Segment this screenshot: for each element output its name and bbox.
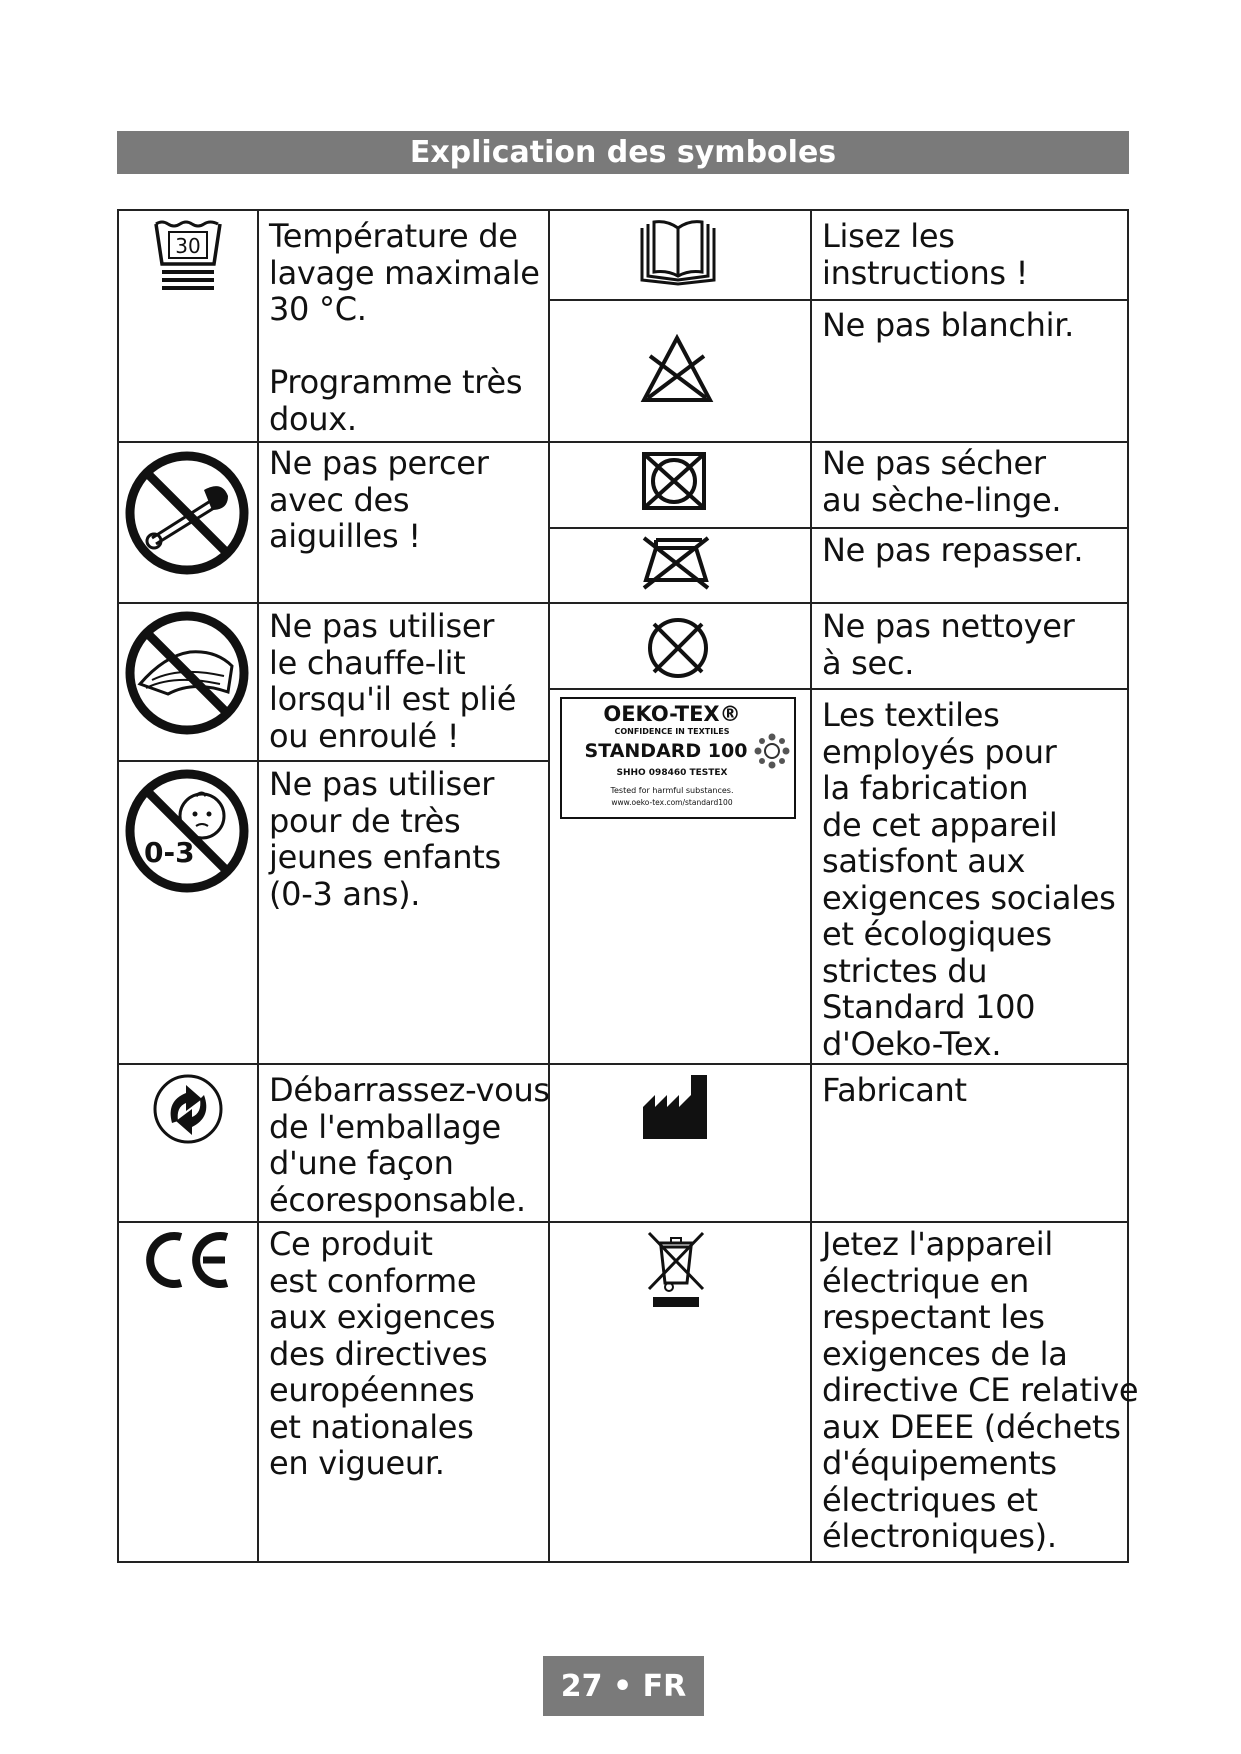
ce-text: Ce produit est conforme aux exigences des directives européennes et nationales en vigueur. [269,1225,496,1482]
child-age-label: 0-3 [144,836,195,869]
grid-line [117,1221,1129,1223]
iron-text: Ne pas repasser. [822,531,1084,569]
grid-line [549,688,1129,690]
grid-line [117,602,1129,604]
wash-temp-label: 30 [175,234,201,258]
grid-line [117,760,549,762]
weee-bin-icon [645,1229,707,1311]
wash-30-icon [152,218,224,290]
grid-line [549,527,1129,529]
oeko-text: Les textiles employés pour la fabrication de cet appareil satisfont aux exigences sociales et écologiques strictes du Standard 100 d'Oeko-Tex. [822,696,1116,1063]
manufacturer-icon [641,1073,709,1141]
grid-line [810,209,812,1563]
oeko-code: SHHO 098460 TESTEX [616,768,728,778]
tumble-text: Ne pas sécher au sèche-linge. [822,444,1062,519]
bleach-text: Ne pas blanchir. [822,306,1075,344]
no-bleach-icon [640,334,714,404]
oeko-tagline: CONFIDENCE IN TEXTILES [614,727,730,736]
oeko-title: OEKO-TEX® [603,702,741,726]
grid-line [548,209,550,1563]
green-dot-recycle-icon [152,1073,224,1145]
oeko-standard: STANDARD 100 [584,740,748,762]
no-dry-clean-icon [644,614,712,682]
ce-mark-icon [145,1229,231,1291]
weee-text: Jetez l'appareil électrique en respectant les exigences de la directive CE relative aux DEEE (déchets d'équipements électriques et électroniques). [822,1225,1139,1555]
oeko-tested: Tested for harmful substances. [610,786,734,795]
read-text: Lisez les instructions ! [822,217,1029,292]
grid-line [117,209,119,1563]
grid-line [117,209,1129,211]
grid-line [117,1561,1129,1563]
needles-text: Ne pas percer avec des aiguilles ! [269,444,489,555]
manufacturer-text: Fabricant [822,1071,967,1109]
no-needles-icon [124,450,250,576]
book-icon [637,220,719,290]
folded-text: Ne pas utiliser le chauffe-lit lorsqu'il est plié ou enroulé ! [269,607,517,755]
dryclean-text: Ne pas nettoyer à sec. [822,607,1075,682]
grid-line [549,299,1129,301]
grid-line [117,441,1129,443]
section-title: Explication des symboles [117,131,1129,174]
children-text: Ne pas utiliser pour de très jeunes enfants (0-3 ans). [269,765,501,913]
oeko-url: www.oeko-tex.com/standard100 [611,798,733,807]
no-iron-icon [640,534,712,590]
page-number: 27 • FR [543,1656,704,1716]
oeko-tex-logo [560,697,796,819]
no-tumble-dry-icon [640,450,708,512]
no-folded-icon [124,610,250,736]
recycle-text: Débarrassez-vous de l'emballage d'une façon écoresponsable. [269,1071,550,1219]
grid-line [117,1063,1129,1065]
no-children-icon [124,768,250,894]
wash-text: Température de lavage maximale 30 °C. Programme très doux. [269,217,540,438]
grid-line [257,209,259,1563]
